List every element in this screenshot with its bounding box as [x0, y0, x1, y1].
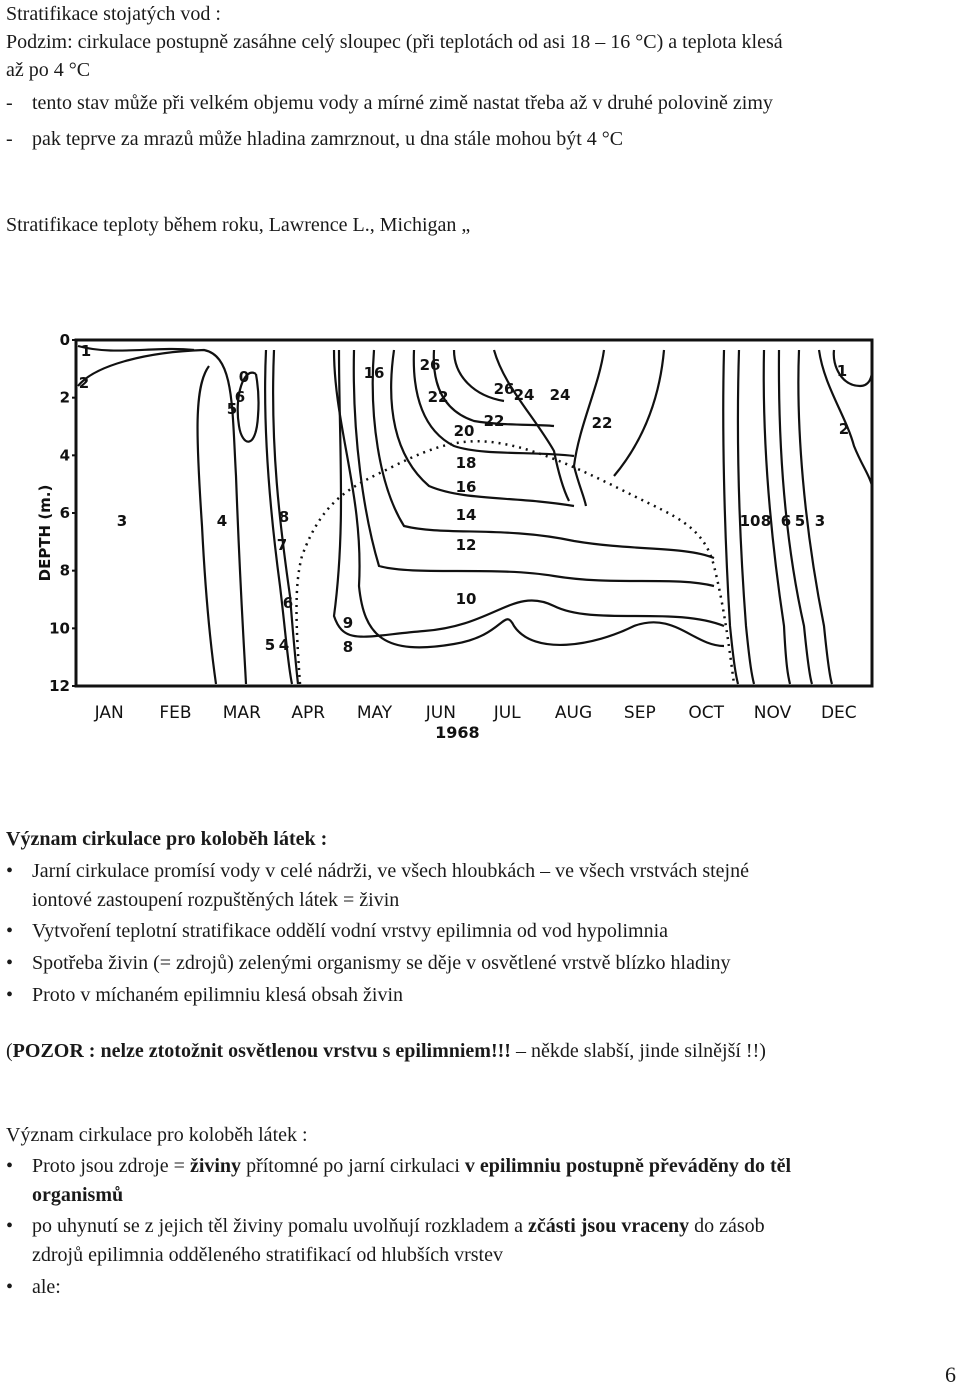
- note-open: (: [6, 1040, 13, 1062]
- isotherm-label: 10: [739, 512, 761, 530]
- isotherm-label: 4: [278, 636, 290, 654]
- isotherm-label: 20: [453, 422, 475, 440]
- section2-item-1: [6, 1152, 956, 1210]
- temperature-stratification-chart: [34, 326, 880, 748]
- y-tick-label: 2: [59, 388, 70, 407]
- y-axis-label: DEPTH (m.): [36, 484, 54, 582]
- section1-item-4-text: Proto v míchaném epilimniu klesá obsah živin: [32, 984, 404, 1006]
- section1-item-4: [6, 981, 956, 1010]
- month-label: MAR: [222, 703, 261, 723]
- isotherm-label: 26: [493, 380, 515, 398]
- page-number: 6: [945, 1362, 956, 1387]
- text-run: Proto jsou zdroje =: [32, 1155, 190, 1177]
- y-tick-label: 10: [49, 619, 70, 638]
- text-run: po uhynutí se z jejich těl živiny pomalu uvolňují rozkladem a: [32, 1215, 528, 1237]
- isotherm-line: [723, 350, 738, 684]
- bullet-marker: •: [6, 952, 14, 974]
- isotherm-label: 14: [455, 506, 477, 524]
- isotherm-label: 4: [216, 512, 228, 530]
- note-rest: – někde slabší, jinde silnější !!): [510, 1040, 766, 1062]
- year-label: 1968: [435, 723, 480, 742]
- month-label: MAY: [356, 703, 393, 723]
- isotherm-label: 16: [455, 478, 477, 496]
- section1-item-3: [6, 949, 956, 978]
- section1-item-3-text: Spotřeba živin (= zdrojů) zelenými organismy se děje v osvětlené vrstvě blízko hladiny: [32, 952, 731, 974]
- isotherm-label: 2: [78, 374, 90, 392]
- text-run-bold: v epilimniu postupně převáděny do těl: [464, 1155, 792, 1177]
- month-label: JUL: [493, 703, 521, 723]
- month-label: APR: [291, 703, 326, 723]
- isotherm-line: [614, 350, 664, 476]
- isotherm-label: 22: [591, 414, 613, 432]
- section2-heading: Význam cirkulace pro koloběh látek :: [6, 1124, 308, 1146]
- y-tick-label: 0: [59, 331, 70, 349]
- bullet-marker: •: [6, 984, 14, 1006]
- month-label: SEP: [623, 703, 656, 723]
- isotherm-label: 6: [780, 512, 792, 530]
- text-run-bold: organismů: [32, 1184, 124, 1206]
- month-label: JUN: [425, 703, 456, 723]
- text-run: do zásob: [689, 1215, 765, 1237]
- doc-title: Stratifikace stojatých vod :: [6, 3, 221, 25]
- section2-item-3: [6, 1273, 956, 1302]
- isotherm-label: 22: [427, 388, 449, 406]
- bullet-marker: •: [6, 920, 14, 942]
- text-run-bold: živiny: [189, 1155, 242, 1177]
- month-labels: [94, 703, 857, 723]
- isotherm-labels: [79, 342, 849, 656]
- section2-item-2-line2: zdrojů epilimnia odděleného stratifikací od hlubších vrstev: [32, 1244, 503, 1266]
- bullet-marker: •: [6, 860, 14, 882]
- isotherm-label: 7: [276, 536, 288, 554]
- isotherm-label: 16: [363, 364, 385, 382]
- dash-item-text: pak teprve za mrazů může hladina zamrznout, u dna stále mohou být 4 °C: [32, 128, 624, 150]
- isotherm-label: 6: [282, 594, 294, 612]
- y-tick-label: 4: [59, 446, 70, 465]
- thermocline-dotted-line: [297, 441, 735, 684]
- isotherm-line: [198, 366, 216, 684]
- section1-item-2-text: Vytvoření teplotní stratifikace oddělí vodní vrstvy epilimnia od vod hypolimnia: [32, 920, 669, 942]
- month-label: AUG: [554, 703, 593, 723]
- section2-item-2-line1: [32, 1212, 956, 1241]
- month-label: JAN: [94, 703, 124, 723]
- warning-note: [6, 1037, 766, 1066]
- text-run-bold: zčásti jsou vraceny: [528, 1215, 690, 1237]
- note-bold: POZOR : nelze ztotožnit osvětlenou vrstvu s epilimniem!!!: [12, 1040, 511, 1062]
- bullet-marker: •: [6, 1215, 14, 1237]
- isotherm-label: 5: [264, 636, 276, 654]
- dash-item-text: tento stav může při velkém objemu vody a mírné zimě nastat třeba až v druhé polovině zimy: [32, 92, 773, 114]
- isotherm-label: 26: [419, 356, 441, 374]
- dash-item-1: [6, 89, 773, 118]
- isotherm-label: 10: [455, 590, 477, 608]
- isotherm-line: [78, 346, 194, 351]
- isotherm-label: 22: [483, 412, 505, 430]
- section2-item-2: [6, 1212, 956, 1270]
- y-tick-label: 12: [49, 677, 70, 695]
- section1-item-1-line2: iontové zastoupení rozpuštěných látek = živin: [32, 889, 400, 911]
- isotherm-label: 8: [278, 508, 290, 526]
- bullet-marker: •: [6, 1276, 14, 1298]
- dash-marker: -: [6, 128, 13, 150]
- isotherm-label: 3: [116, 512, 128, 530]
- isotherm-label: 24: [549, 386, 571, 404]
- isotherm-label: 5: [794, 512, 806, 530]
- isotherm-label: 1: [80, 342, 92, 360]
- isotherm-label: 1: [836, 362, 848, 380]
- figure-caption: Stratifikace teploty během roku, Lawrence L., Michigan „: [6, 214, 471, 236]
- month-label: OCT: [688, 703, 724, 723]
- isotherm-label: 9: [342, 614, 354, 632]
- autumn-text-line1: Podzim: cirkulace postupně zasáhne celý sloupec (při teplotách od asi 18 – 16 °C) a teplota klesá: [6, 31, 783, 53]
- y-tick-label: 6: [59, 504, 70, 522]
- section1-item-2: [6, 917, 956, 946]
- isotherm-label: 0: [238, 368, 250, 386]
- isotherm-label: 8: [342, 638, 354, 656]
- bullet-marker: •: [6, 1155, 14, 1177]
- month-label: NOV: [753, 703, 792, 723]
- isotherm-label: 24: [513, 386, 535, 404]
- month-label: FEB: [159, 703, 192, 723]
- section2-item-1-line2: [32, 1181, 956, 1210]
- isotherm-label: 3: [814, 512, 826, 530]
- isotherm-label: 12: [455, 536, 477, 554]
- y-tick-label: 8: [59, 561, 70, 580]
- section2-item-1-line1: [32, 1152, 956, 1181]
- section2-item-3-text: ale:: [32, 1276, 61, 1298]
- dash-marker: -: [6, 92, 13, 114]
- section1-heading: Význam cirkulace pro koloběh látek :: [6, 828, 328, 850]
- autumn-text-line2: až po 4 °C: [6, 59, 91, 81]
- text-run: přítomné po jarní cirkulaci: [241, 1155, 465, 1177]
- isotherm-label: 8: [760, 512, 772, 530]
- section1-item-1-line1: Jarní cirkulace promísí vody v celé nádrži, ve všech hloubkách – ve všech vrstvách stejné: [32, 860, 749, 882]
- isotherm-label: 6: [234, 388, 246, 406]
- isotherm-label: 5: [226, 400, 238, 418]
- isotherm-label: 2: [838, 420, 850, 438]
- isotherm-label: 18: [455, 454, 477, 472]
- dash-item-2: [6, 125, 623, 154]
- month-label: DEC: [820, 703, 857, 723]
- section1-item-1: [6, 857, 956, 915]
